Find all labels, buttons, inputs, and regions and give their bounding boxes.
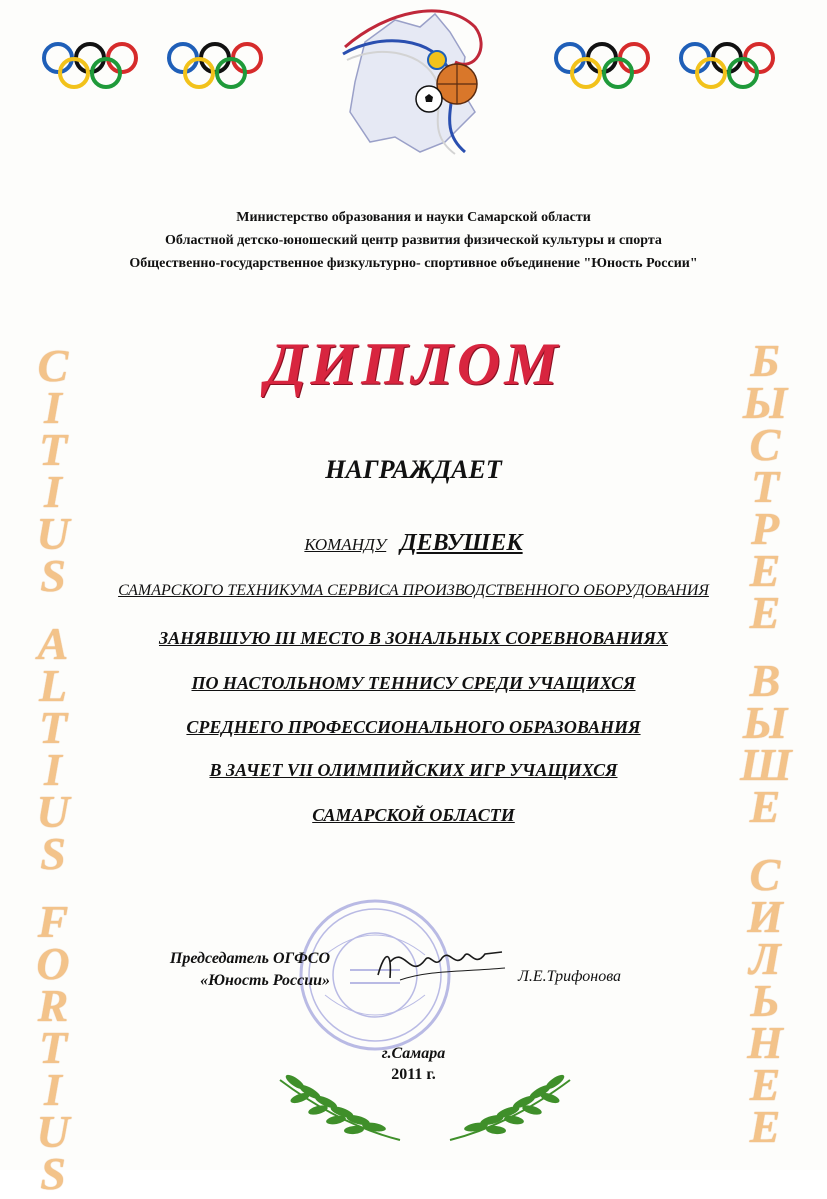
team-name: ДЕВУШЕК xyxy=(400,530,523,556)
achievement-line: ЗАНЯВШУЮ III МЕСТО В ЗОНАЛЬНЫХ СОРЕВНОВАНИЯХ xyxy=(158,628,669,648)
award-verb: НАГРАЖДАЕТ xyxy=(325,455,502,484)
motto-letter: T xyxy=(38,424,68,475)
handwritten-signature xyxy=(370,940,510,990)
motto-letter: U xyxy=(36,1106,70,1157)
motto-letter: U xyxy=(36,508,70,559)
motto-letter: I xyxy=(44,1064,62,1115)
motto-letter: Н xyxy=(747,1017,783,1068)
achievement-line: В ЗАЧЕТ VII ОЛИМПИЙСКИХ ИГР УЧАЩИХСЯ xyxy=(209,760,618,780)
motto-letter: O xyxy=(36,938,70,989)
motto-letter: Е xyxy=(749,587,781,638)
motto-letter: Р xyxy=(750,503,780,554)
motto-letter: И xyxy=(747,891,783,942)
team-prefix: КОМАНДУ xyxy=(304,535,387,554)
samara-region-emblem-icon xyxy=(325,2,505,162)
motto-letter: Л xyxy=(749,933,781,984)
laurel-branch-icon xyxy=(270,1060,410,1150)
motto-letter: С xyxy=(749,419,781,470)
motto-letter: L xyxy=(38,660,68,711)
motto-letter: A xyxy=(37,618,69,669)
achievement-line: СРЕДНЕГО ПРОФЕССИОНАЛЬНОГО ОБРАЗОВАНИЯ xyxy=(186,717,641,737)
motto-letter: I xyxy=(44,744,62,795)
motto-letter: Т xyxy=(750,461,780,512)
diploma-title: ДИПЛОМ xyxy=(265,331,562,397)
motto-letter: Ь xyxy=(750,975,780,1026)
motto-letter: S xyxy=(40,1148,66,1199)
motto-letter: S xyxy=(40,550,66,601)
signer-position xyxy=(150,948,330,992)
city: г.Самара xyxy=(381,1045,446,1062)
motto-letter: Е xyxy=(749,545,781,596)
volleyball-icon xyxy=(428,51,446,69)
motto-letter: Ш xyxy=(740,739,792,790)
school-name: САМАРСКОГО ТЕХНИКУМА СЕРВИСА ПРОИЗВОДСТВЕННОГО ОБОРУДОВАНИЯ xyxy=(118,582,709,599)
motto-letter: F xyxy=(37,896,69,947)
motto-letter: Е xyxy=(749,1101,781,1152)
motto-letter: Ы xyxy=(742,697,788,748)
motto-letter: I xyxy=(44,382,62,433)
motto-letter: Б xyxy=(750,335,780,386)
motto-letter: I xyxy=(44,466,62,517)
motto-letter: В xyxy=(749,655,781,706)
org-sports-association: Общественно-государственное физкультурно- спортивное объединение "Юность России" xyxy=(129,256,698,271)
olympic-rings-icon xyxy=(552,40,652,92)
motto-letter: Е xyxy=(749,781,781,832)
team-line xyxy=(0,530,827,557)
year: 2011 г. xyxy=(391,1066,436,1083)
motto-letter: S xyxy=(40,828,66,879)
motto-letter: С xyxy=(749,849,781,900)
signer-position-line2: «Юность России» xyxy=(200,972,330,989)
laurel-branch-icon xyxy=(440,1060,580,1150)
achievement-line: САМАРСКОЙ ОБЛАСТИ xyxy=(312,805,515,825)
signer-name: Л.Е.Трифонова xyxy=(518,968,622,985)
motto-letter: U xyxy=(36,786,70,837)
signer-position-line1: Председатель ОГФСО xyxy=(169,950,330,967)
motto-letter: T xyxy=(38,1022,68,1073)
org-ministry: Министерство образования и науки Самарской области xyxy=(236,210,591,225)
motto-letter: T xyxy=(38,702,68,753)
motto-letter: C xyxy=(37,340,69,391)
olympic-rings-icon xyxy=(40,40,140,92)
achievement-line: ПО НАСТОЛЬНОМУ ТЕННИСУ СРЕДИ УЧАЩИХСЯ xyxy=(191,673,636,693)
motto-letter: Ы xyxy=(742,377,788,428)
org-youth-center: Областной детско-юношеский центр развития физической культуры и спорта xyxy=(165,233,662,248)
olympic-rings-icon xyxy=(165,40,265,92)
motto-letter: Е xyxy=(749,1059,781,1110)
olympic-rings-icon xyxy=(677,40,777,92)
motto-letter: R xyxy=(37,980,69,1031)
